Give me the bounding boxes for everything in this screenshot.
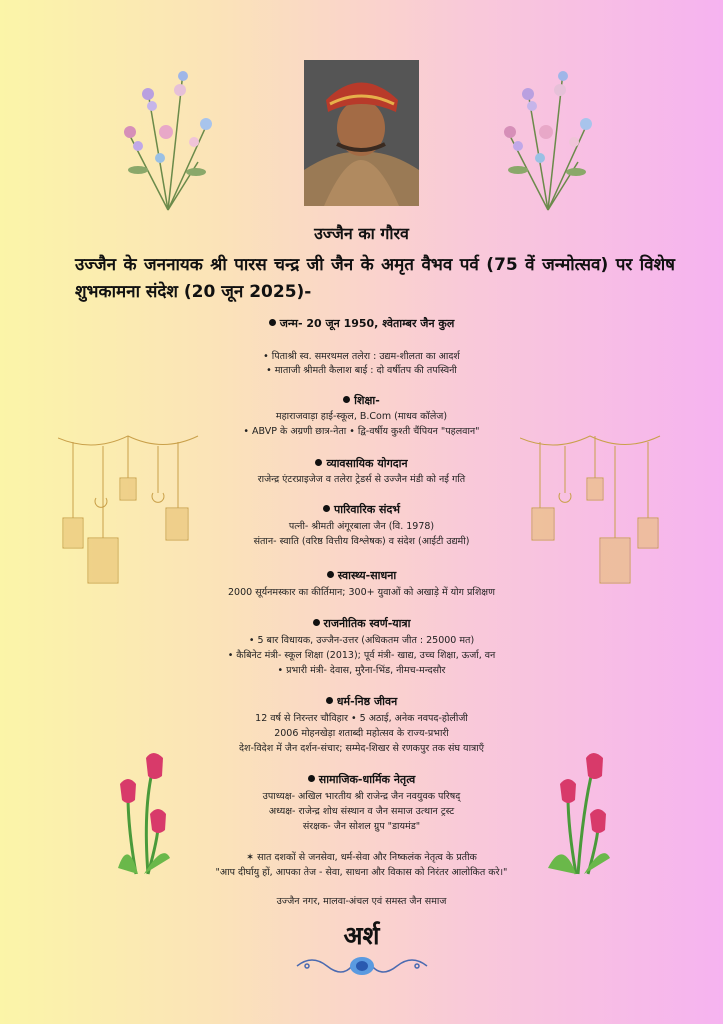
family-line: पत्नी- श्रीमती अंगूरबाला जैन (वि. 1978) (288, 521, 435, 532)
ornament-flourish-icon (292, 952, 432, 980)
headline: उज्जैन के जननायक श्री पारस चन्द्र जी जैन के अमृत वैभव पर्व (75 वें जन्मोत्सव) पर विशेष शुभकामना संदेश (20 जून 2025)- (75, 255, 675, 302)
religion-line: 12 वर्ष से निरन्तर चौविहार • 5 अठाई, अनेक नवपद-होलीजी (255, 713, 468, 724)
section-social-label: सामाजिक-धार्मिक नेतृत्व (318, 773, 416, 786)
social-line: संरक्षक- जैन सोशल ग्रुप "डायमंड" (302, 821, 421, 832)
birth-line (0, 316, 723, 331)
parent-line-father: • पिताश्री स्व. समरथमल तलेरा : उद्यम-शीलता का आदर्श (263, 351, 460, 362)
portrait-illustration (304, 60, 419, 206)
religion-line: देश-विदेश में जैन दर्शन-संचार; सम्मेद-शिखर से रणकपुर तक संघ यात्राएँ (239, 743, 484, 754)
page-title: उज्जैन का गौरव (314, 224, 409, 243)
flower-bouquet-right-icon (488, 62, 603, 212)
section-religion-heading (0, 694, 723, 709)
signature: अर्श (343, 921, 380, 950)
social-line: उपाध्यक्ष- अखिल भारतीय श्री राजेन्द्र जैन नवयुवक परिषद् (262, 791, 461, 802)
section-health-label: स्वास्थ्य-साधना (337, 569, 397, 582)
section-health-heading (0, 568, 723, 583)
section-education-heading (0, 393, 723, 408)
politics-line: • 5 बार विधायक, उज्जैन-उत्तर (अधिकतम जीत : 25000 मत) (248, 635, 475, 646)
education-line: • ABVP के अग्रणी छात्र-नेता • द्वि-वर्षीय कुश्ती चैंपियन "पहलवान" (243, 426, 480, 437)
portrait-photo (304, 60, 419, 206)
section-social-heading (0, 772, 723, 787)
section-business-heading (0, 456, 723, 471)
business-line: राजेन्द्र एंटरप्राइजेज व तलेरा ट्रेडर्स से उज्जैन मंडी को नई गति (257, 474, 466, 485)
social-line: अध्यक्ष- राजेन्द्र शोध संस्थान व जैन समाज उत्थान ट्रस्ट (268, 806, 455, 817)
tribute-quote: "आप दीर्घायु हों, आपका तेज - सेवा, साधना और विकास को निरंतर आलोकित करे।" (215, 867, 508, 878)
flower-bouquet-left-icon (108, 62, 223, 212)
section-politics-label: राजनीतिक स्वर्ण-यात्रा (323, 617, 411, 630)
family-line: संतान- स्वाति (वरिष्ठ वित्तीय विश्लेषक) व संदेश (आईटी उद्यमी) (253, 536, 470, 547)
birth-text: जन्म- 20 जून 1950, श्वेताम्बर जैन कुल (279, 317, 455, 330)
tribute-line: ✶ सात दशकों से जनसेवा, धर्म-सेवा और निष्कलंक नेतृत्व के प्रतीक (246, 852, 477, 863)
footer-community: उज्जैन नगर, मालवा-अंचल एवं समस्त जैन समाज (276, 896, 447, 907)
section-education-label: शिक्षा- (354, 394, 380, 407)
health-line: 2000 सूर्यनमस्कार का कीर्तिमान; 300+ युवाओं को अखाड़े में योग प्रशिक्षण (228, 587, 495, 598)
section-business-label: व्यावसायिक योगदान (326, 457, 408, 470)
parent-line-mother: • माताजी श्रीमती कैलाश बाई : दो वर्षीतप की तपस्विनी (266, 365, 457, 376)
politics-line: • कैबिनेट मंत्री- स्कूल शिक्षा (2013); पूर्व मंत्री- खाद्य, उच्च शिक्षा, ऊर्जा, वन (227, 650, 496, 661)
religion-line: 2006 मोहनखेड़ा शताब्दी महोत्सव के राज्य-प्रभारी (274, 728, 449, 739)
section-religion-label: धर्म-निष्ठ जीवन (336, 695, 398, 708)
education-line: महाराजवाड़ा हाई-स्कूल, B.Com (माधव कॉलेज) (275, 411, 448, 422)
section-family-label: पारिवारिक संदर्भ (333, 503, 401, 516)
section-family-heading (0, 502, 723, 517)
section-politics-heading (0, 616, 723, 631)
politics-line: • प्रभारी मंत्री- देवास, मुरैना-भिंड, नीमच-मन्दसौर (277, 665, 446, 676)
